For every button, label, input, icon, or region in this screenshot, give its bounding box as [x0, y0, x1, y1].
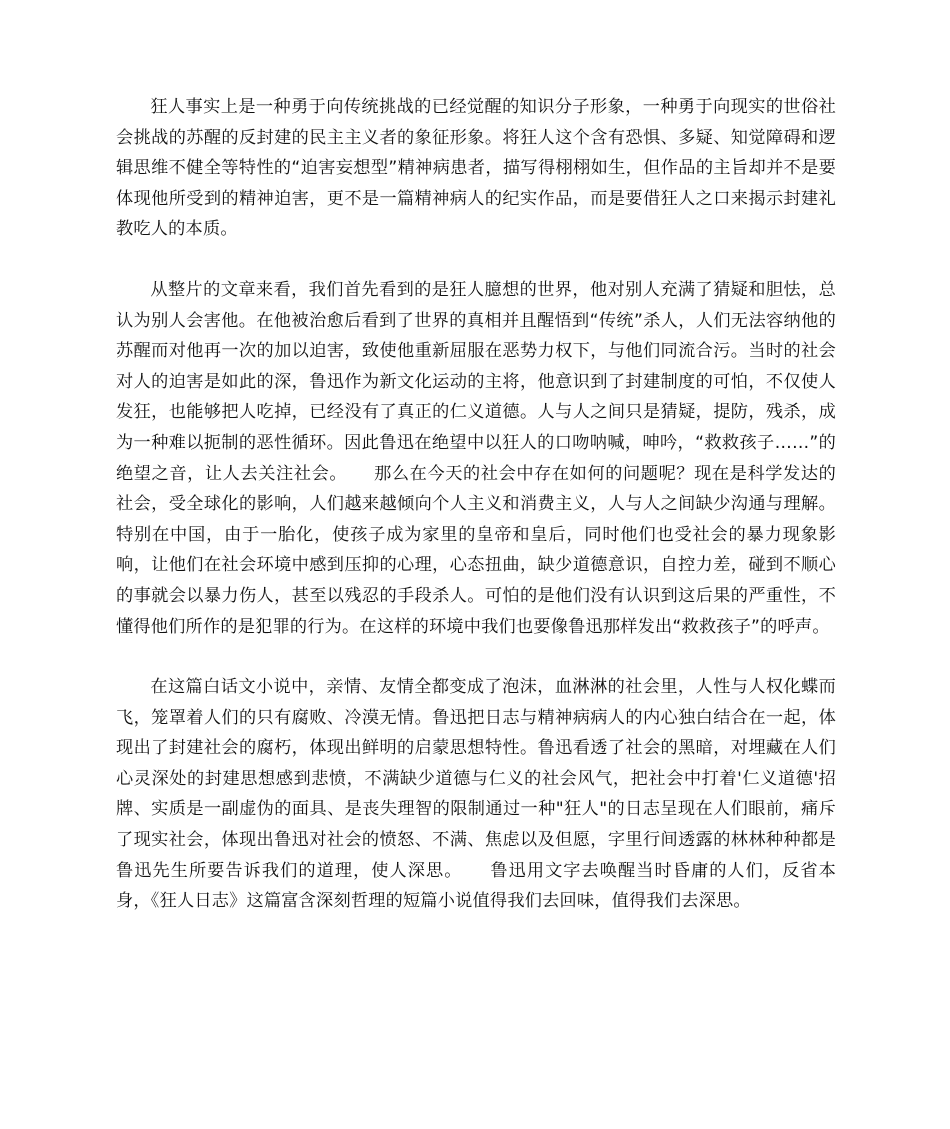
paragraph-1: 狂人事实上是一种勇于向传统挑战的已经觉醒的知识分子形象，一种勇于向现实的世俗社会挑战的苏醒的反封建的民主主义者的象征形象。将狂人这个含有恐惧、多疑、知觉障碍和逻辑思维不健全等特性的“迫害妄想型”精神病患者，描写得栩栩如生，但作品的主旨却并不是要体现他所受到的精神迫害，更不是一篇精神病人的纪实作品，而是要借狂人之口来揭示封建礼教吃人的本质。 [116, 97, 836, 240]
paragraph-spacer [116, 245, 836, 275]
paragraph-2: 从整片的文章来看，我们首先看到的是狂人臆想的世界，他对别人充满了猜疑和胆怯，总认为别人会害他。在他被治愈后看到了世界的真相并且醒悟到“传统”杀人，人们无法容纳他的苏醒而对他再一次的加以迫害，致使他重新屈服在恶势力权下，与他们同流合污。当时的社会对人的迫害是如此的深，鲁迅作为新文化运动的主将，他意识到了封建制度的可怕，不仅使人发狂，也能够把人吃掉，已经没有了真正的仁义道德。人与人之间只是猜疑，提防，残杀，成为一种难以扼制的恶性循环。因此鲁迅在绝望中以狂人的口吻呐喊，呻吟，“救救孩子……”的绝望之音，让人去关注社会。 那么在今天的社会中存在如何的问题呢？现在是科学发达的社会，受全球化的影响，人们越来越倾向个人主义和消费主义，人与人之间缺少沟通与理解。特别在中国，由于一胎化，使孩子成为家里的皇帝和皇后，同时他们也受社会的暴力现象影响，让他们在社会环境中感到压抑的心理，心态扭曲，缺少道德意识，自控力差，碰到不顺心的事就会以暴力伤人，甚至以残忍的手段杀人。可怕的是他们没有认识到这后果的严重性，不懂得他们所作的是犯罪的行为。在这样的环境中我们也要像鲁迅那样发出“救救孩子”的呼声。 [116, 279, 836, 637]
paragraph-spacer [116, 642, 836, 672]
paragraph-3: 在这篇白话文小说中，亲情、友情全都变成了泡沫，血淋淋的社会里，人性与人权化蝶而飞，笼罩着人们的只有腐败、冷漠无情。鲁迅把日志与精神病病人的内心独白结合在一起，体现出了封建社会的腐朽，体现出鲜明的启蒙思想特性。鲁迅看透了社会的黑暗，对埋藏在人们心灵深处的封建思想感到悲愤，不满缺少道德与仁义的社会风气，把社会中打着'仁义道德'招牌、实质是一副虚伪的面具、是丧失理智的限制通过一种"狂人"的日志呈现在人们眼前，痛斥了现实社会，体现出鲁迅对社会的愤怒、不满、焦虑以及但愿，字里行间透露的林林种种都是鲁迅先生所要告诉我们的道理，使人深思。 鲁迅用文字去唤醒当时昏庸的人们，反省本身，《狂人日志》这篇富含深刻哲理的短篇小说值得我们去回味，值得我们去深思。 [116, 677, 836, 912]
document-body [116, 92, 836, 917]
